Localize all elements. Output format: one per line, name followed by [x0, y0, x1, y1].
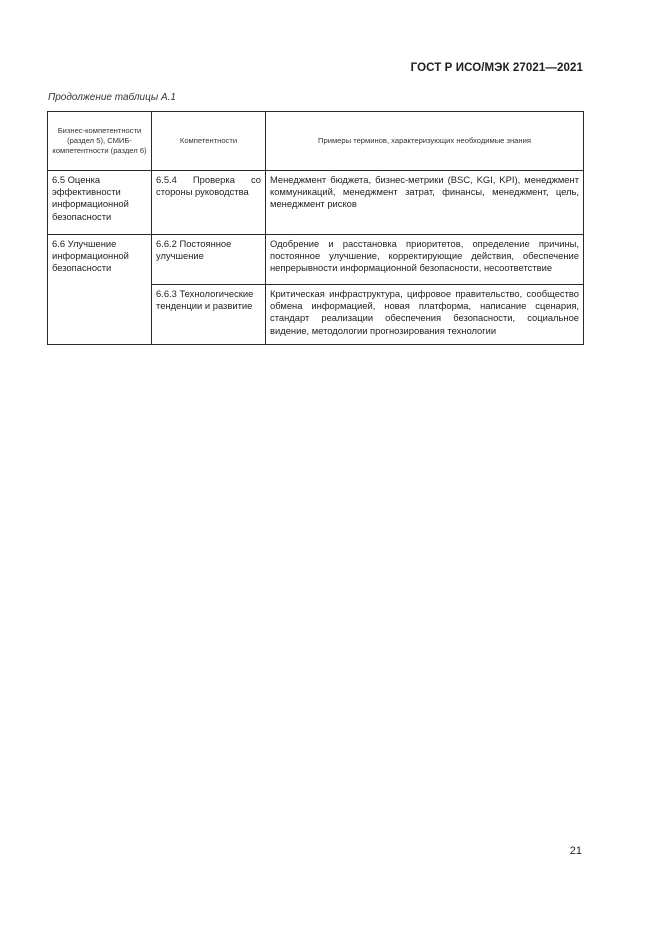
table-header-row	[48, 112, 584, 171]
table-row	[48, 171, 584, 235]
column-header-business: Бизнес-компетентности (раздел 5), СМИБ-компетентности (раздел 6)	[48, 112, 152, 171]
cell-competence: 6.5.4 Проверка со стороны руководства	[152, 171, 266, 235]
column-header-competence: Компетентности	[152, 112, 266, 171]
cell-examples: Менеджмент бюджета, бизнес-метрики (BSC, KGI, KPI), менеджмент коммуникаций, менеджмент затрат, финансы, менеджмент, цель, менеджмент рисков	[266, 171, 584, 235]
table-row	[48, 235, 584, 285]
cell-competence: 6.6.3 Технологические тенденции и развитие	[152, 285, 266, 345]
table-caption: Продолжение таблицы А.1	[48, 92, 176, 103]
cell-business: 6.6 Улучшение информационной безопасности	[48, 235, 152, 345]
document-standard-id: ГОСТ Р ИСО/МЭК 27021—2021	[410, 62, 583, 74]
cell-examples: Критическая инфраструктура, цифровое правительство, сообщество обмена информацией, новая платформа, написание сценария, стандарт реализации обеспечения безопасности, социальное видение, методологии прогнозирования технологии	[266, 285, 584, 345]
page-number: 21	[569, 845, 582, 857]
competence-table	[47, 111, 584, 345]
cell-competence: 6.6.2 Постоянное улучшение	[152, 235, 266, 285]
cell-examples: Одобрение и расстановка приоритетов, определение причины, постоянное улучшение, корректирующие действия, обеспечение непрерывности информационной безопасности, несоответствие	[266, 235, 584, 285]
column-header-examples: Примеры терминов, характеризующих необходимые знания	[266, 112, 584, 171]
cell-business: 6.5 Оценка эффективности информационной безопасности	[48, 171, 152, 235]
